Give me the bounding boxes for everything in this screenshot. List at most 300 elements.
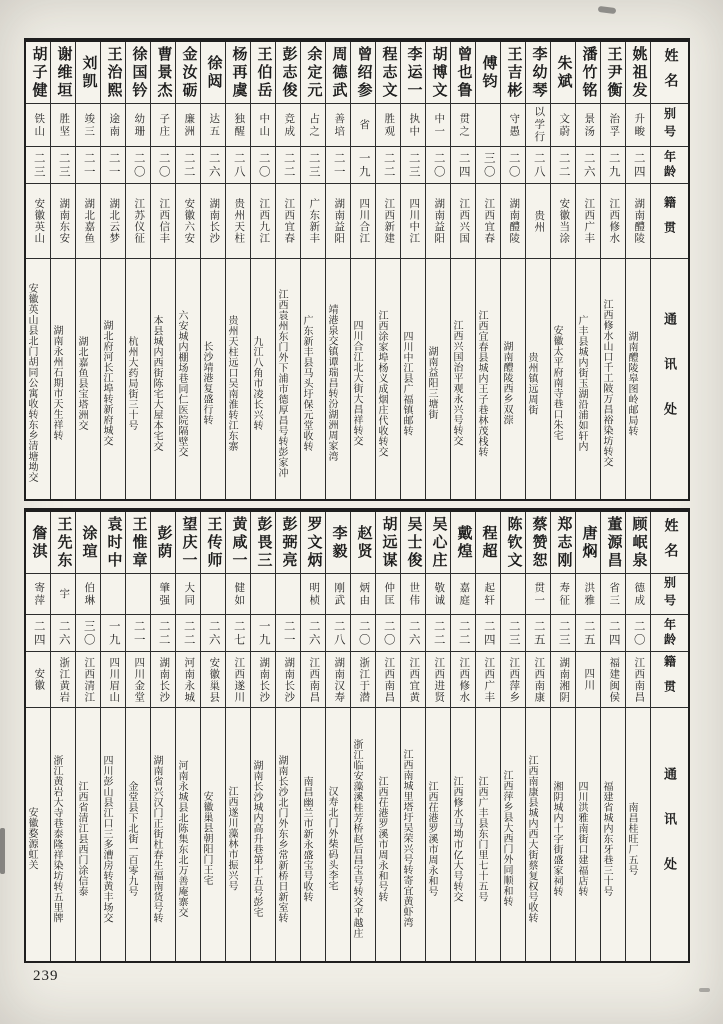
name-cell (201, 42, 225, 104)
age-cell (176, 147, 200, 184)
entry-column (575, 512, 600, 961)
alias-cell (101, 104, 125, 147)
name-cell-text: 金汝砺 (180, 45, 197, 100)
name-cell (351, 42, 375, 104)
address-cell (401, 259, 425, 499)
address-cell-text: 湖南永州石期市天生祥转 (51, 325, 62, 441)
alias-cell (326, 574, 350, 615)
origin-cell (176, 652, 200, 708)
directory-table-top (24, 38, 690, 501)
origin-cell-text: 浙江于潜 (358, 656, 370, 703)
origin-cell (551, 652, 575, 708)
alias-cell-text: 伯琳 (83, 581, 95, 607)
origin-cell-text: 湖南益阳 (333, 198, 345, 244)
name-cell-text: 曹景杰 (155, 45, 172, 100)
directory-table-bottom (24, 508, 690, 963)
origin-cell (326, 652, 350, 708)
age-cell-text: 三〇 (482, 151, 495, 179)
name-cell-text: 程志文 (380, 45, 397, 100)
name-cell (251, 512, 275, 574)
alias-cell (151, 574, 175, 615)
age-cell (401, 615, 425, 652)
origin-cell-text: 浙江黄岩 (58, 656, 70, 703)
alias-cell (601, 574, 625, 615)
origin-cell-text: 安徽英山 (33, 198, 45, 244)
name-cell-text: 李运一 (405, 45, 422, 100)
alias-cell-text: 明桢 (308, 581, 320, 607)
entry-column (150, 42, 175, 499)
header-name-label (651, 42, 688, 104)
origin-cell-text: 江西兴国 (458, 198, 470, 244)
age-cell (401, 147, 425, 184)
origin-cell-text: 江西修水 (458, 656, 470, 703)
entry-column (325, 42, 350, 499)
name-cell (451, 512, 475, 574)
header-alias-label-text: 别号 (662, 576, 677, 612)
address-cell-text: 贵州镇远周街 (526, 351, 537, 415)
origin-cell-text: 江西南康 (533, 656, 545, 703)
origin-cell (301, 184, 325, 259)
origin-cell-text: 湖南长沙 (208, 198, 220, 244)
entry-column (525, 512, 550, 961)
origin-cell (126, 652, 150, 708)
address-cell (426, 259, 450, 499)
alias-cell (26, 104, 50, 147)
alias-cell (301, 574, 325, 615)
name-cell (326, 42, 350, 104)
address-cell-text: 江西茌港罗溪市周永和号 (426, 780, 437, 897)
age-cell-text: 二四 (482, 619, 495, 647)
origin-cell (276, 652, 300, 708)
address-cell-text: 河南永城县北陈集东北万善庵寨交 (176, 759, 187, 918)
name-cell-text: 戴煌 (455, 524, 472, 561)
age-cell (226, 615, 250, 652)
entry-column (100, 42, 125, 499)
alias-cell-text: 升畯 (633, 112, 645, 138)
name-cell-text: 谢维垣 (55, 45, 72, 100)
name-cell (576, 42, 600, 104)
address-cell-text: 江西宜春县城内王子巷林茂栈转 (476, 309, 487, 457)
age-cell-text: 二二 (557, 151, 570, 179)
age-cell (576, 615, 600, 652)
age-cell-text: 二八 (332, 619, 345, 647)
header-age-label-text: 年龄 (662, 618, 677, 648)
alias-cell (501, 574, 525, 615)
address-cell (251, 259, 275, 499)
address-cell (26, 708, 50, 961)
origin-cell (601, 184, 625, 259)
alias-cell-text: 中山 (258, 112, 270, 138)
name-cell-text: 彭弼亮 (280, 515, 297, 570)
origin-cell (401, 184, 425, 259)
address-cell (301, 708, 325, 961)
age-cell (76, 615, 100, 652)
header-address-label-text: 通讯处 (662, 767, 677, 902)
name-cell-text: 傅钧 (480, 54, 497, 91)
entry-column (550, 42, 575, 499)
origin-cell (601, 652, 625, 708)
name-cell-text: 彭志俊 (280, 45, 297, 100)
alias-cell (351, 104, 375, 147)
age-cell (201, 615, 225, 652)
origin-cell-text: 江西南昌 (308, 656, 320, 703)
alias-cell (401, 104, 425, 147)
origin-cell-text: 江西宜春 (483, 198, 495, 244)
age-cell (526, 615, 550, 652)
alias-cell-text: 省三 (608, 581, 620, 607)
name-cell-text: 彭荫 (155, 524, 172, 561)
alias-cell-text: 世伟 (408, 581, 420, 607)
address-cell (501, 708, 525, 961)
address-cell (176, 708, 200, 961)
name-cell-text: 潘竹铭 (580, 45, 597, 100)
address-cell (626, 708, 650, 961)
alias-cell (276, 104, 300, 147)
age-cell (251, 615, 275, 652)
origin-cell (326, 184, 350, 259)
scan-smudge-left-edge (0, 828, 5, 874)
name-cell-text: 吴心庄 (430, 515, 447, 570)
alias-cell-text: 景汤 (583, 112, 595, 138)
age-cell-text: 二四 (632, 151, 645, 179)
address-cell-text: 江西茌港罗溪市周永和号转 (376, 775, 387, 902)
address-cell (626, 259, 650, 499)
address-cell-text: 江西萍乡县大西门外同顺和转 (501, 770, 512, 907)
name-cell (326, 512, 350, 574)
origin-cell-text: 江西修水 (608, 198, 620, 244)
alias-cell-text: 炳由 (358, 581, 370, 607)
alias-cell (451, 104, 475, 147)
age-cell-text: 二六 (407, 619, 420, 647)
entry-column (550, 512, 575, 961)
address-cell-text: 江西南康县城内西大街蔡复权号收转 (526, 754, 537, 923)
entry-column (50, 512, 75, 961)
name-cell (351, 512, 375, 574)
alias-cell-text: 子庄 (158, 112, 170, 138)
address-cell (326, 259, 350, 499)
entry-column (250, 512, 275, 961)
name-cell-text: 徐闼 (205, 54, 222, 91)
address-cell-text: 浙江黄岩大寺巷泰隆祥染坊转五里牌 (51, 754, 62, 923)
entry-column (625, 512, 650, 961)
name-cell (301, 42, 325, 104)
alias-cell-text: 守愚 (508, 112, 520, 138)
name-cell-text: 唐焖 (580, 524, 597, 561)
alias-cell (176, 574, 200, 615)
entry-column (125, 512, 150, 961)
header-name-label-text: 姓名 (662, 517, 678, 568)
name-cell-text: 曾绍参 (355, 45, 372, 100)
address-cell-text: 江西省清江县西门涂信泰 (76, 780, 87, 897)
age-cell (376, 615, 400, 652)
age-cell-text: 二〇 (632, 619, 645, 647)
address-cell-text: 江西广丰县东门里七十五号 (476, 775, 487, 902)
name-cell-text: 朱斌 (555, 54, 572, 91)
name-cell (476, 42, 500, 104)
name-cell (476, 512, 500, 574)
age-cell (451, 615, 475, 652)
name-cell-text: 胡远谋 (380, 515, 397, 570)
age-cell-text: 二二 (182, 151, 195, 179)
name-cell (426, 512, 450, 574)
origin-cell (526, 184, 550, 259)
age-cell-text: 二六 (307, 619, 320, 647)
name-cell (51, 512, 75, 574)
name-cell (76, 42, 100, 104)
age-cell (526, 147, 550, 184)
name-cell-text: 王先东 (55, 515, 72, 570)
entry-column (75, 512, 100, 961)
name-cell (601, 42, 625, 104)
alias-cell-text: 仲匡 (383, 581, 395, 607)
header-name-label (651, 512, 688, 574)
address-cell (476, 708, 500, 961)
origin-cell (376, 652, 400, 708)
age-cell-text: 二二 (432, 619, 445, 647)
scan-smudge-top-right (598, 6, 617, 14)
header-age-label-text: 年龄 (662, 150, 677, 180)
address-cell-text: 本县城内西街陈宅大屋本宅交 (151, 314, 162, 452)
address-cell-text: 浙江临安藻溪桂芳桥赵后昌宝号转交平越庄 (351, 738, 362, 939)
age-cell-text: 二四 (32, 619, 45, 647)
origin-cell-text: 安徽六安 (183, 198, 195, 244)
age-cell-text: 二〇 (507, 151, 520, 179)
address-cell (576, 259, 600, 499)
name-cell (626, 42, 650, 104)
origin-cell (76, 652, 100, 708)
entry-column (100, 512, 125, 961)
origin-cell-text: 江西宜黄 (408, 656, 420, 703)
alias-cell-text: 治孚 (608, 112, 620, 138)
name-cell-text: 詹淇 (30, 524, 47, 561)
address-cell (476, 259, 500, 499)
entry-column (300, 42, 325, 499)
origin-cell (76, 184, 100, 259)
name-cell (151, 42, 175, 104)
origin-cell (351, 652, 375, 708)
age-cell (226, 147, 250, 184)
address-cell-text: 金堂县下北街一百零九号 (126, 780, 137, 897)
name-cell (176, 512, 200, 574)
age-cell (451, 147, 475, 184)
header-address-label (651, 259, 688, 499)
scan-smudge-bottom-right (699, 988, 710, 992)
address-cell-text: 贵州天柱远口吴南淮转江东寨 (226, 314, 237, 452)
alias-cell-text: 起轩 (483, 581, 495, 607)
age-cell (351, 147, 375, 184)
address-cell (526, 708, 550, 961)
age-cell (301, 615, 325, 652)
origin-cell (351, 184, 375, 259)
age-cell (26, 615, 50, 652)
alias-cell (251, 104, 275, 147)
header-address-label-text: 通讯处 (662, 311, 677, 447)
origin-cell (226, 652, 250, 708)
address-cell (276, 259, 300, 499)
origin-cell (226, 184, 250, 259)
alias-cell (526, 574, 550, 615)
address-cell-text: 江西袁州东门外下浦市德厚昌号转彭家冲 (276, 288, 287, 478)
origin-cell (551, 184, 575, 259)
origin-cell-text: 四川合江 (358, 198, 370, 244)
name-cell-text: 罗文炳 (305, 515, 322, 570)
origin-cell-text: 湖南醴陵 (508, 198, 520, 244)
alias-cell (201, 574, 225, 615)
entry-column (200, 42, 225, 499)
alias-cell (426, 104, 450, 147)
alias-cell-text: 达五 (208, 112, 220, 138)
name-cell (76, 512, 100, 574)
address-cell-text: 湖北嘉鱼县宝塔洲交 (76, 335, 87, 431)
entry-column (350, 42, 375, 499)
alias-cell (201, 104, 225, 147)
origin-cell-text: 江西广丰 (483, 656, 495, 703)
age-cell-text: 二六 (582, 151, 595, 179)
origin-cell (376, 184, 400, 259)
address-cell-text: 江西遂川藻林市振兴号 (226, 786, 237, 891)
origin-cell (426, 652, 450, 708)
origin-cell (101, 652, 125, 708)
age-cell (26, 147, 50, 184)
address-cell-text: 四川合江北大街大昌祥转交 (351, 320, 362, 446)
entry-column (400, 42, 425, 499)
address-cell-text: 安徽太平府南寺巷口朱宅 (551, 325, 562, 441)
alias-cell-text: 贯之 (458, 112, 470, 138)
entry-column (125, 42, 150, 499)
origin-cell (476, 184, 500, 259)
address-cell (201, 708, 225, 961)
origin-cell-text: 湖北云梦 (108, 198, 120, 244)
age-cell (276, 615, 300, 652)
name-cell-text: 董源昌 (605, 515, 622, 570)
origin-cell-text: 湖南长沙 (158, 656, 170, 703)
address-cell-text: 福建省城内东牙巷三十号 (601, 780, 612, 897)
age-cell (276, 147, 300, 184)
age-cell (501, 615, 525, 652)
address-cell-text: 四川洪雅南街口建福店转 (576, 780, 587, 897)
address-cell-text: 安徽巢县朝阳门王宅 (201, 791, 212, 886)
entry-column (200, 512, 225, 961)
age-cell-text: 二三 (307, 151, 320, 179)
address-cell (526, 259, 550, 499)
address-cell (426, 708, 450, 961)
age-cell-text: 二六 (207, 619, 220, 647)
header-alias-label (651, 104, 688, 147)
alias-cell (626, 104, 650, 147)
alias-cell (76, 104, 100, 147)
alias-cell (176, 104, 200, 147)
origin-cell (26, 652, 50, 708)
age-cell-text: 一九 (357, 151, 370, 179)
address-cell (76, 708, 100, 961)
origin-cell-text: 四川金堂 (133, 656, 145, 703)
alias-cell (276, 574, 300, 615)
alias-cell-text: 执中 (408, 112, 420, 138)
address-cell (551, 708, 575, 961)
age-cell-text: 二七 (232, 619, 245, 647)
origin-cell (451, 184, 475, 259)
origin-cell-text: 福建闽侯 (608, 656, 620, 703)
age-cell-text: 三〇 (82, 619, 95, 647)
entry-column (150, 512, 175, 961)
alias-cell-text: 嘉庭 (458, 581, 470, 607)
age-cell-text: 二一 (82, 151, 95, 179)
origin-cell-text: 湖南长沙 (258, 656, 270, 703)
origin-cell (176, 184, 200, 259)
age-cell-text: 二二 (382, 151, 395, 179)
age-cell-text: 二〇 (257, 151, 270, 179)
alias-cell-text: 寄萍 (33, 581, 45, 607)
address-cell-text: 湖南醴陵西乡双漴 (501, 341, 512, 425)
age-cell (51, 615, 75, 652)
alias-cell (476, 574, 500, 615)
age-cell-text: 一九 (257, 619, 270, 647)
alias-cell (501, 104, 525, 147)
age-cell (126, 615, 150, 652)
alias-cell-text: 大同 (183, 581, 195, 607)
origin-cell-text: 湖南汉寿 (333, 656, 345, 703)
address-cell-text: 江西修水马坳市亿大号转交 (451, 775, 462, 902)
name-cell (526, 42, 550, 104)
name-cell (401, 512, 425, 574)
origin-cell (151, 652, 175, 708)
age-cell-text: 二二 (182, 619, 195, 647)
header-alias-label-text: 别号 (662, 107, 677, 143)
name-cell-text: 涂瑄 (80, 524, 97, 561)
origin-cell (526, 652, 550, 708)
name-cell-text: 王尹衡 (605, 45, 622, 100)
alias-cell-text: 以学行 (533, 106, 545, 144)
name-cell (376, 42, 400, 104)
age-cell-text: 二四 (607, 619, 620, 647)
name-cell-text: 望庆一 (180, 515, 197, 570)
age-cell (101, 147, 125, 184)
address-cell-text: 湖北府河长江埠转新府城交 (101, 320, 112, 446)
name-cell (26, 42, 50, 104)
age-cell-text: 二二 (457, 619, 470, 647)
name-cell-text: 胡博文 (430, 45, 447, 100)
address-cell-text: 四川彭山县江口三多漕房转黄丰场交 (101, 754, 112, 923)
age-cell (326, 615, 350, 652)
alias-cell (76, 574, 100, 615)
name-cell (101, 512, 125, 574)
alias-cell (551, 104, 575, 147)
origin-cell-text: 江西南昌 (633, 656, 645, 703)
address-cell-text: 广丰县城内街玉湖沿浦如轩内 (576, 314, 587, 452)
name-cell-text: 胡子健 (30, 45, 47, 100)
origin-cell-text: 安徽巢县 (208, 656, 220, 703)
name-cell-text: 赵贤 (355, 524, 372, 561)
origin-cell-text: 江西宜春 (283, 198, 295, 244)
address-cell-text: 湖南长沙城内高升巷第十五号彭宅 (251, 759, 262, 918)
alias-cell (426, 574, 450, 615)
origin-cell-text: 江西九江 (258, 198, 270, 244)
address-cell (376, 708, 400, 961)
alias-cell (451, 574, 475, 615)
alias-cell (126, 104, 150, 147)
alias-cell-text: 寿征 (558, 581, 570, 607)
origin-cell-text: 江西信丰 (158, 198, 170, 244)
address-cell (176, 259, 200, 499)
name-cell (526, 512, 550, 574)
entry-column (400, 512, 425, 961)
name-cell-text: 吴士俊 (405, 515, 422, 570)
address-cell-text: 湖南省兴汉门正街杜春生福南货号转 (151, 754, 162, 923)
entry-column (225, 512, 250, 961)
alias-cell-text: 健如 (233, 581, 245, 607)
origin-cell-text: 江西遂川 (233, 656, 245, 703)
age-cell-text: 二一 (107, 151, 120, 179)
